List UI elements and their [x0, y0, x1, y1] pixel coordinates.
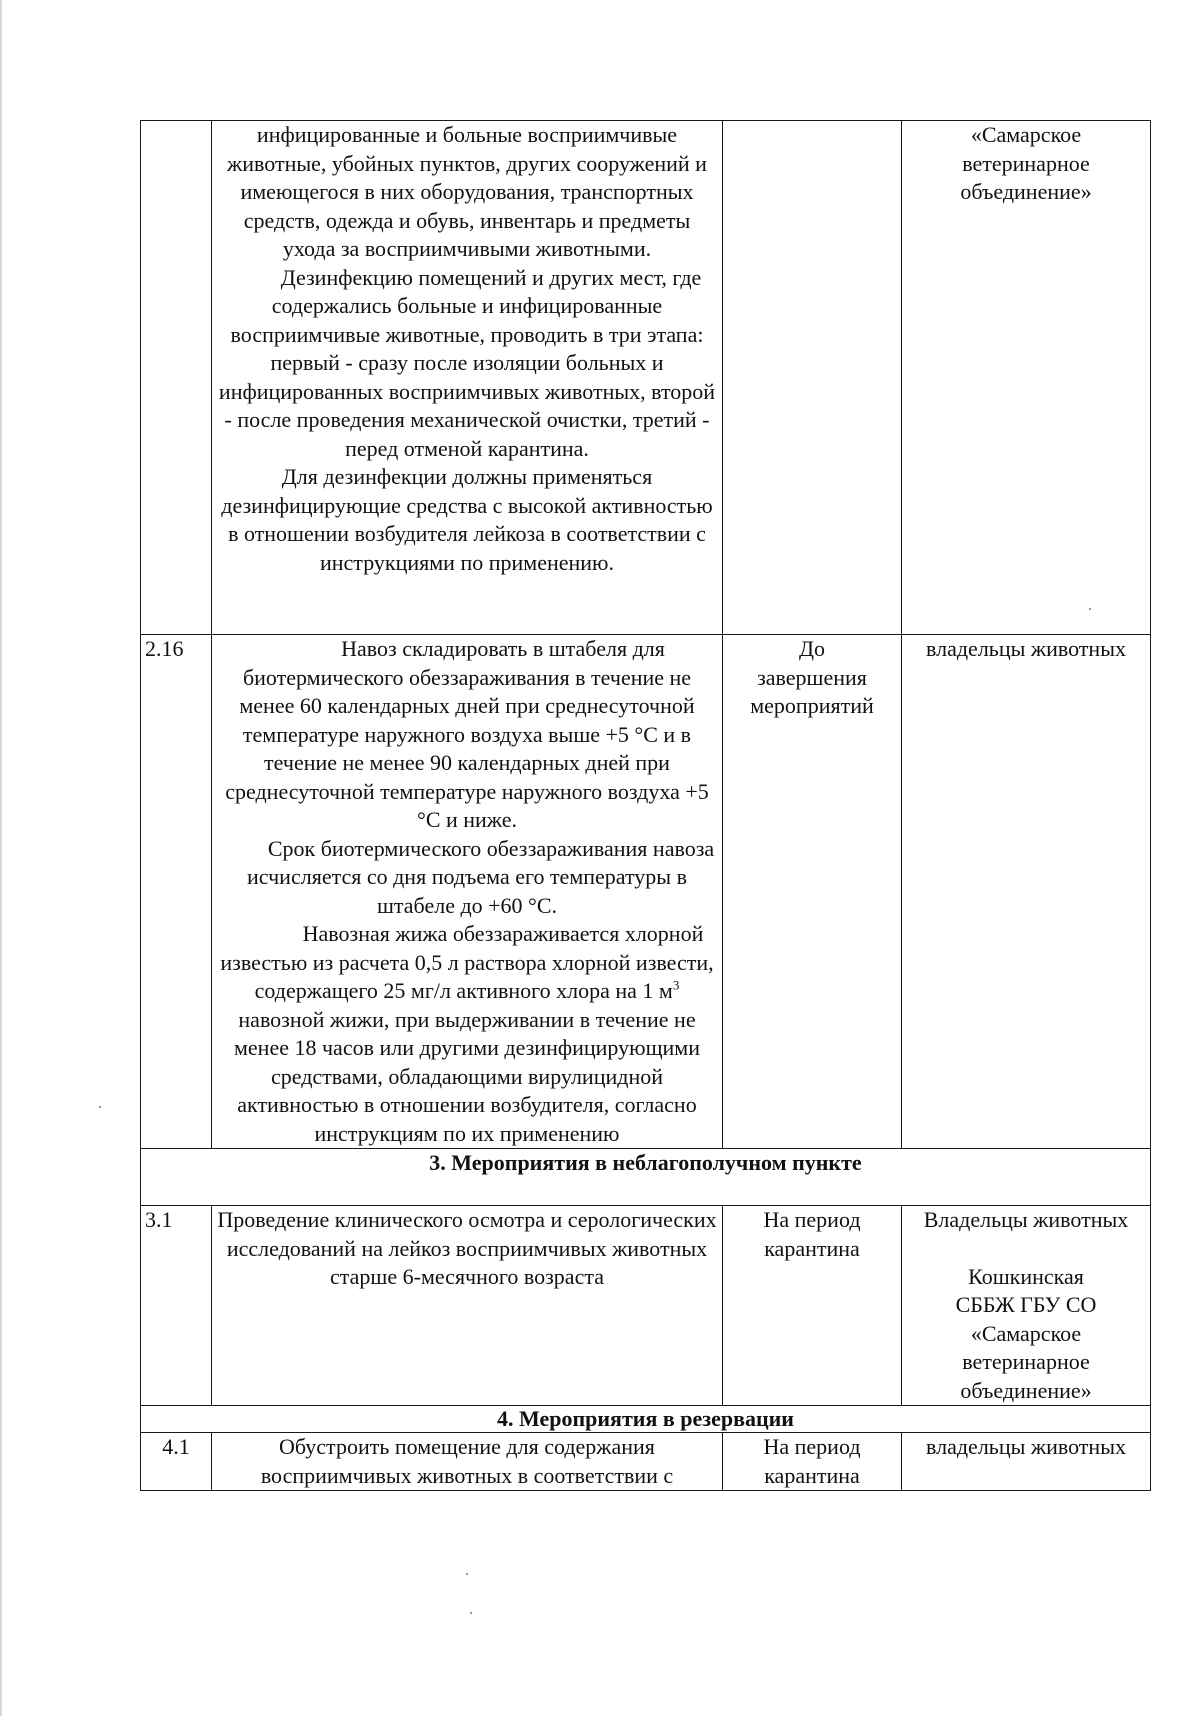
responsible-line: ветеринарное [962, 1349, 1090, 1374]
responsible-line: ветеринарное [962, 150, 1090, 176]
action-paragraph: Для дезинфекции должны применяться дезинфицирующие средства с высокой активностью в отношении возбудителя лейкоза в соответствии с инструкциями по применению. [221, 464, 713, 575]
table-row [141, 121, 1151, 635]
responsible-cell: владельцы животных [902, 635, 1151, 1149]
term-cell [723, 1433, 902, 1491]
table-row [141, 1433, 1151, 1491]
term-cell [723, 1206, 902, 1406]
responsible-line: «Самарское [970, 1320, 1082, 1346]
spacer [906, 1235, 1146, 1263]
action-paragraph: инфицированные и больные восприимчивые животные, убойных пунктов, других сооружений и имеющегося в них оборудования, транспортных средств, одежда и обувь, инвентарь и предметы ухода за восприимчивыми животными. [227, 122, 707, 261]
term-line: На период [763, 1434, 861, 1459]
responsible-line: СББЖ ГБУ СО [955, 1292, 1097, 1317]
action-text: Навозная жижа обеззараживается хлорной известью из расчета 0,5 л раствора хлорной извести, содержащего 25 мг/л активного хлора на 1 м [220, 921, 714, 1003]
action-cell [212, 121, 723, 635]
scan-speck [99, 1106, 101, 1108]
action-cell [212, 635, 723, 1149]
row-number: 4.1 [141, 1433, 212, 1491]
table-row [141, 1206, 1151, 1406]
section-row [141, 1149, 1151, 1206]
superscript: 3 [672, 977, 680, 993]
term-line: карантина [764, 1462, 860, 1488]
responsible-line: Кошкинская [968, 1263, 1084, 1289]
responsible-cell: владельцы животных [902, 1433, 1151, 1491]
term-cell [723, 635, 902, 1149]
responsible-cell [902, 121, 1151, 635]
term-line: завершения [757, 664, 867, 690]
measures-table [140, 120, 1151, 1491]
scan-edge [0, 0, 2, 1716]
section-row [141, 1406, 1151, 1433]
row-number: 2.16 [141, 635, 212, 1149]
responsible-cell [902, 1206, 1151, 1406]
action-cell: Проведение клинического осмотра и серологических исследований на лейкоз восприимчивых животных старше 6-месячного возраста [212, 1206, 723, 1406]
scan-speck [1089, 608, 1091, 610]
scan-speck [470, 1612, 472, 1614]
responsible-line: объединение» [960, 179, 1092, 204]
term-cell [723, 121, 902, 635]
action-cell: Обустроить помещение для содержания восприимчивых животных в соответствии с [212, 1433, 723, 1491]
row-number [141, 121, 212, 635]
term-line: На период [763, 1207, 861, 1232]
responsible-line: Владельцы животных [923, 1207, 1129, 1232]
responsible-line: «Самарское [970, 122, 1082, 147]
action-paragraph [216, 920, 718, 1148]
action-paragraph: Дезинфекцию помещений и других мест, где содержались больные и инфицированные восприимчивые животные, проводить в три этапа: первый - сразу после изоляции больных и инфицированных восприимчивых животных, второй - после проведения механической очистки, третий - перед отменой карантина. [218, 264, 716, 461]
section-title: 3. Мероприятия в неблагополучном пункте [141, 1149, 1151, 1206]
scan-speck [466, 1573, 468, 1575]
action-text: навозной жижи, при выдерживании в течение не менее 18 часов или другими дезинфицирующими средствами, обладающими вирулицидной активностью в отношении возбудителя, согласно инструкциям по их применению [234, 1006, 700, 1146]
term-line: До [798, 636, 825, 661]
row-number: 3.1 [141, 1206, 212, 1406]
action-paragraph: Навоз складировать в штабеля для биотермического обеззараживания в течение не менее 60 календарных дней при среднесуточной температуре наружного воздуха выше +5 °С и в течение не менее 90 календарных дней при среднесуточной температуре наружного воздуха +5 °С и ниже. [225, 636, 709, 832]
term-line: мероприятий [750, 693, 874, 718]
action-paragraph: Срок биотермического обеззараживания навоза исчисляется со дня подъема его температуры в штабеле до +60 °С. [247, 835, 715, 918]
table-row [141, 635, 1151, 1149]
responsible-line: объединение» [960, 1377, 1092, 1403]
section-title: 4. Мероприятия в резервации [141, 1406, 1151, 1433]
term-line: карантина [764, 1235, 860, 1261]
